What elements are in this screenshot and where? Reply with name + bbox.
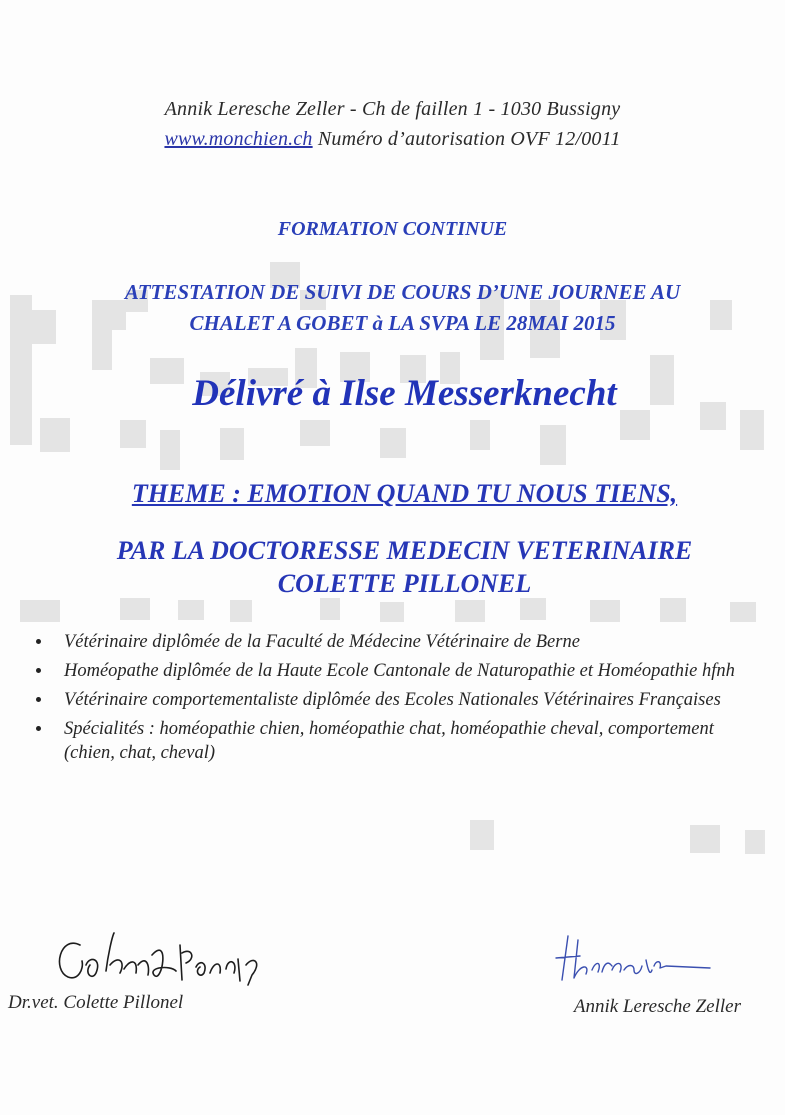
- presenter-line-1: PAR LA DOCTORESSE MEDECIN VETERINAIRE: [116, 536, 693, 565]
- signature-right-image: [550, 930, 730, 990]
- attestation-line-1: ATTESTATION DE SUIVI DE COURS D’UNE JOURNEE AU: [124, 280, 681, 304]
- qualifications-list: [36, 630, 756, 770]
- signature-name-right: Annik Leresche Zeller: [573, 996, 741, 1017]
- theme-heading: THEME : EMOTION QUAND TU NOUS TIENS,: [131, 479, 678, 508]
- bullet-icon: [36, 697, 41, 702]
- authorization-number: Numéro d’autorisation OVF 12/0011: [317, 128, 621, 150]
- qualification-text: Vétérinaire comportementaliste diplômée des Ecoles Nationales Vétérinaires Françaises: [64, 690, 721, 710]
- bullet-icon: [36, 726, 41, 731]
- list-item: [36, 688, 756, 712]
- qualification-text: Spécialités : homéopathie chien, homéopathie chat, homéopathie cheval, comportement (chien, chat, cheval): [64, 719, 714, 763]
- formation-title: FORMATION CONTINUE: [277, 218, 508, 240]
- attestation-line-2: CHALET A GOBET à LA SVPA LE 28MAI 2015: [189, 311, 616, 335]
- bullet-icon: [36, 639, 41, 644]
- list-item: [36, 717, 756, 765]
- list-item: [36, 659, 756, 683]
- header-contact-line: [0, 128, 785, 151]
- signature-left-image: [50, 925, 270, 995]
- header-address: Annik Leresche Zeller - Ch de faillen 1 - 1030 Bussigny: [164, 98, 621, 120]
- bullet-icon: [36, 668, 41, 673]
- presenter-line-2: COLETTE PILLONEL: [277, 569, 532, 598]
- delivered-to-heading: Délivré à Ilse Messerknecht: [192, 373, 617, 414]
- list-item: [36, 630, 756, 654]
- qualification-text: Homéopathe diplômée de la Haute Ecole Cantonale de Naturopathie et Homéopathie hfnh: [64, 661, 735, 681]
- signature-name-left: Dr.vet. Colette Pillonel: [8, 992, 184, 1013]
- qualification-text: Vétérinaire diplômée de la Faculté de Médecine Vétérinaire de Berne: [64, 632, 580, 652]
- website-link[interactable]: www.monchien.ch: [164, 128, 313, 150]
